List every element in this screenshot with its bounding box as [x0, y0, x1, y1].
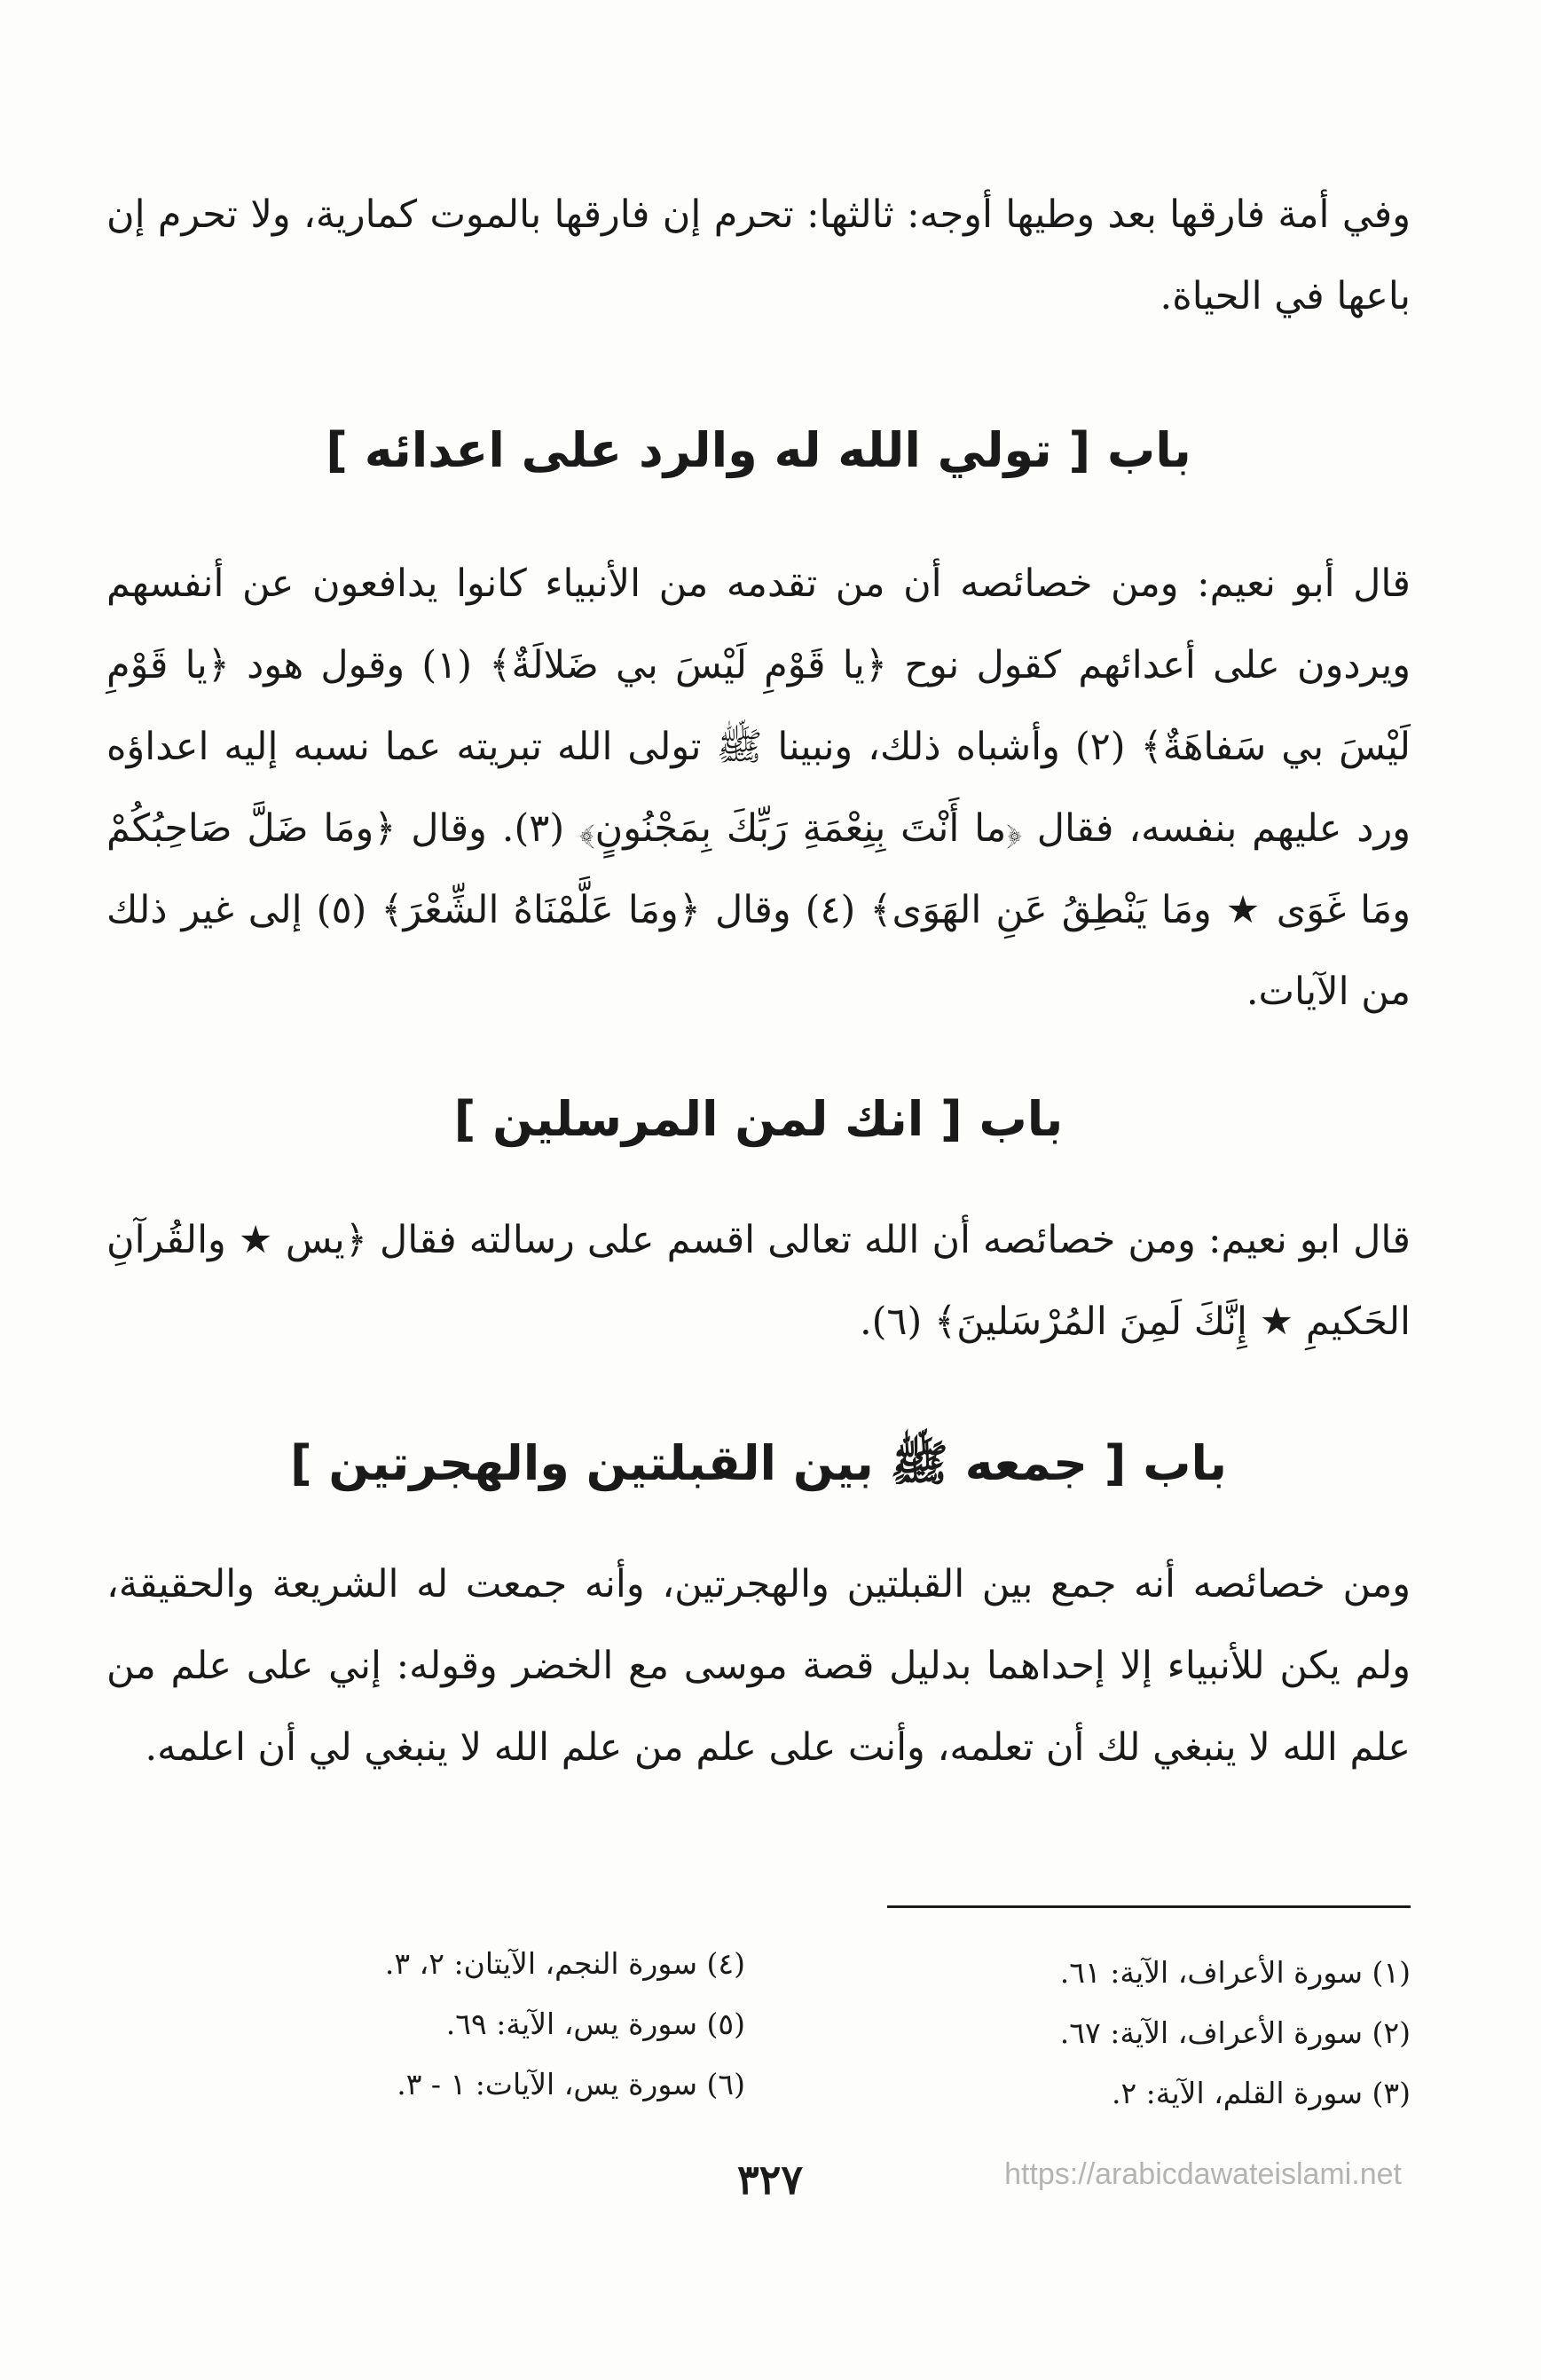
- footnotes-left-column: [266, 1934, 745, 2115]
- intro-paragraph: وفي أمة فارقها بعد وطيها أوجه: ثالثها: تحرم إن فارقها بالموت كمارية، ولا تحرم إن باعها في الحياة.: [106, 192, 1411, 318]
- page-number: ٣٢٧: [736, 2156, 804, 2203]
- section-body-3: ومن خصائصه أنه جمع بين القبلتين والهجرتين، وأنه جمعت له الشريعة والحقيقة، ولم يكن للأنبياء إلا إحداهما بدليل قصة موسى مع الخضر وقوله: إني على علم من علم الله لا ينبغي لك أن تعلمه، وأنت على علم من علم الله لا ينبغي لي أن اعلمه.: [106, 1562, 1411, 1770]
- footnote-item: (٥) سورة يس، الآية: ٦٩.: [445, 2007, 745, 2041]
- footnote-item: (١) سورة الأعراف، الآية: ٦١.: [1059, 1955, 1411, 1990]
- footnote-item: (٤) سورة النجم، الآيتان: ٢، ٣.: [384, 1946, 745, 1981]
- section-body-2: قال ابو نعيم: ومن خصائصه أن الله تعالى اقسم على رسالته فقال ﴿يس ★ والقُرآنِ الحَكيمِ ★ إِنَّكَ لَمِنَ المُرْسَلينَ﴾ (٦).: [106, 1218, 1411, 1344]
- section-heading-2: باب [ انك لمن المرسلين ]: [453, 1091, 1064, 1147]
- watermark-url: https://arabicdawateislami.net: [1004, 2157, 1402, 2191]
- footnote-item: (٣) سورة القلم، الآية: ٢.: [1111, 2076, 1411, 2110]
- footnote-item: (٢) سورة الأعراف، الآية: ٦٧.: [1059, 2015, 1411, 2050]
- footnote-item: (٦) سورة يس، الآيات: ١ - ٣.: [397, 2067, 745, 2101]
- section-body-1: قال أبو نعيم: ومن خصائصه أن من تقدمه من الأنبياء كانوا يدافعون عن أنفسهم ويردون على أعدائهم كقول نوح ﴿يا قَوْمِ لَيْسَ بي ضَلالَةٌ﴾ (١) وقول هود ﴿يا قَوْمِ لَيْسَ بي سَفاهَةٌ﴾ (٢) وأشباه ذلك، ونبينا ﷺ تولى الله تبريته عما نسبه إليه اعداؤه ورد عليهم بنفسه، فقال ﴿ما أَنْتَ بِنِعْمَةِ رَبِّكَ بِمَجْنُونٍ﴾ (٣). وقال ﴿ومَا ضَلَّ صَاحِبُكُمْ ومَا غَوَى ★ ومَا يَنْطِقُ عَنِ الهَوَى﴾ (٤) وقال ﴿ومَا عَلَّمْنَاهُ الشِّعْرَ﴾ (٥) إلى غير ذلك من الآيات.: [106, 562, 1411, 1014]
- footnotes-right-column: [923, 1943, 1411, 2124]
- footnote-divider: [887, 1905, 1411, 1908]
- section-heading-1: باب [ تولي الله له والرد على اعدائه ]: [326, 422, 1191, 478]
- section-heading-3: باب [ جمعه ﷺ بين القبلتين والهجرتين ]: [289, 1435, 1228, 1491]
